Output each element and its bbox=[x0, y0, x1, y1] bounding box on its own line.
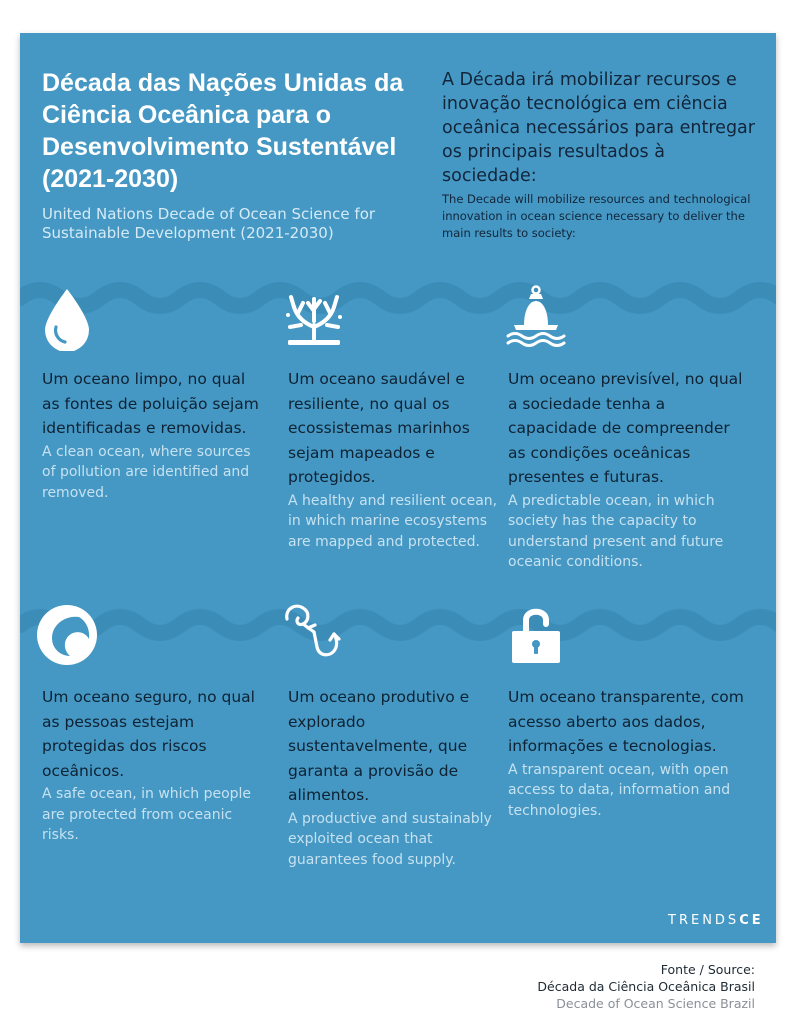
source-pt: Década da Ciência Oceânica Brasil bbox=[537, 979, 755, 994]
wave-divider-top bbox=[20, 278, 776, 318]
source-credit bbox=[537, 961, 755, 1012]
fish-hook-icon bbox=[282, 599, 346, 663]
outcome-card-predictable bbox=[508, 367, 748, 573]
outcome-card-productive bbox=[288, 685, 513, 870]
outcome-pt: Um oceano saudável e resiliente, no qual os ecossistemas marinhos sejam mapeados e protegidos. bbox=[288, 370, 470, 486]
open-padlock-icon bbox=[504, 601, 568, 665]
outcome-en: A productive and sustainably exploited ocean that guarantees food supply. bbox=[288, 810, 492, 868]
outcome-en: A transparent ocean, with open access to data, information and technologies. bbox=[508, 761, 731, 819]
water-drop-icon bbox=[35, 287, 99, 351]
buoy-icon bbox=[504, 283, 568, 347]
source-en: Decade of Ocean Science Brazil bbox=[556, 996, 755, 1011]
wave-divider-bottom bbox=[20, 605, 776, 645]
intro-english: The Decade will mobilize resources and technological innovation in ocean science necessary to deliver the main results to society: bbox=[442, 192, 751, 240]
logo-part-2: CE bbox=[739, 913, 764, 928]
outcome-en: A healthy and resilient ocean, in which marine ecosystems are mapped and protected. bbox=[288, 492, 498, 550]
page-subtitle: United Nations Decade of Ocean Science for Sustainable Development (2021-2030) bbox=[42, 205, 376, 242]
logo-part-1: TRENDS bbox=[668, 913, 740, 928]
intro-portuguese: A Década irá mobilizar recursos e inovação tecnológica em ciência oceânica necessários para entregar os principais resultados à sociedade: bbox=[442, 70, 755, 186]
infographic-panel bbox=[20, 33, 776, 943]
outcome-card-safe bbox=[42, 685, 267, 846]
outcome-en: A clean ocean, where sources of pollution are identified and removed. bbox=[42, 443, 251, 501]
outcome-card-clean bbox=[42, 367, 267, 503]
outcome-pt: Um oceano seguro, no qual as pessoas estejam protegidas dos riscos oceânicos. bbox=[42, 688, 255, 780]
outcome-pt: Um oceano limpo, no qual as fontes de poluição sejam identificadas e removidas. bbox=[42, 370, 259, 437]
source-label: Fonte / Source: bbox=[660, 962, 755, 977]
outcome-pt: Um oceano produtivo e explorado sustentavelmente, que garanta a provisão de alimentos. bbox=[288, 688, 470, 804]
page-title: Década das Nações Unidas da Ciência Oceânica para o Desenvolvimento Sustentável (2021-2030) bbox=[42, 69, 404, 193]
outcome-card-transparent bbox=[508, 685, 753, 821]
outcome-pt: Um oceano previsível, no qual a sociedade tenha a capacidade de compreender as condições oceânicas presentes e futuras. bbox=[508, 370, 743, 486]
wave-icon bbox=[35, 603, 99, 667]
outcome-pt: Um oceano transparente, com acesso aberto aos dados, informações e tecnologias. bbox=[508, 688, 744, 755]
coral-icon bbox=[282, 287, 346, 351]
trendsce-logo bbox=[668, 913, 764, 928]
outcome-en: A safe ocean, in which people are protected from oceanic risks. bbox=[42, 786, 252, 843]
outcome-en: A predictable ocean, in which society has the capacity to understand present and future oceanic conditions. bbox=[508, 492, 724, 570]
outcome-card-healthy bbox=[288, 367, 513, 552]
